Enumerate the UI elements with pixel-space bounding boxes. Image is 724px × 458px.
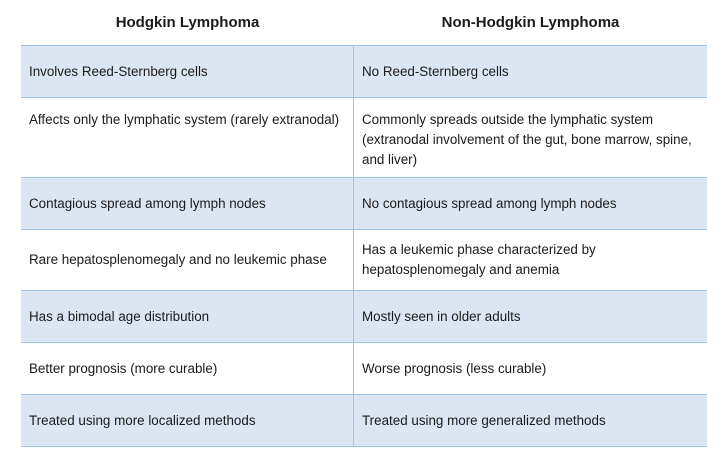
hodgkin-cell: Has a bimodal age distribution [21, 291, 354, 342]
header-non-hodgkin: Non-Hodgkin Lymphoma [441, 14, 620, 31]
non-hodgkin-cell: Worse prognosis (less curable) [362, 360, 547, 376]
hodgkin-cell: Affects only the lymphatic system (rarely extranodal) [21, 98, 354, 177]
header-hodgkin: Hodgkin Lymphoma [115, 14, 260, 31]
non-hodgkin-cell: Mostly seen in older adults [362, 308, 521, 324]
hodgkin-cell: Rare hepatosplenomegaly and no leukemic phase [21, 230, 354, 290]
comparison-table [21, 0, 707, 447]
table-row [21, 46, 707, 98]
non-hodgkin-cell: Treated using more generalized methods [362, 412, 606, 428]
table-header [21, 0, 707, 46]
non-hodgkin-cell: Has a leukemic phase characterized by hepatosplenomegaly and anemia [362, 242, 596, 277]
hodgkin-cell: Involves Reed-Sternberg cells [21, 46, 354, 97]
table-row [21, 395, 707, 447]
non-hodgkin-cell: Commonly spreads outside the lymphatic system (extranodal involvement of the gut, bone marrow, spine, and liver) [362, 112, 692, 167]
hodgkin-cell: Contagious spread among lymph nodes [21, 178, 354, 229]
hodgkin-cell: Better prognosis (more curable) [21, 343, 354, 394]
table-row [21, 178, 707, 230]
table-row [21, 98, 707, 178]
table-row [21, 291, 707, 343]
table-row [21, 343, 707, 395]
non-hodgkin-cell: No contagious spread among lymph nodes [362, 195, 617, 211]
table-row [21, 230, 707, 291]
hodgkin-cell: Treated using more localized methods [21, 395, 354, 446]
non-hodgkin-cell: No Reed-Sternberg cells [362, 63, 509, 79]
